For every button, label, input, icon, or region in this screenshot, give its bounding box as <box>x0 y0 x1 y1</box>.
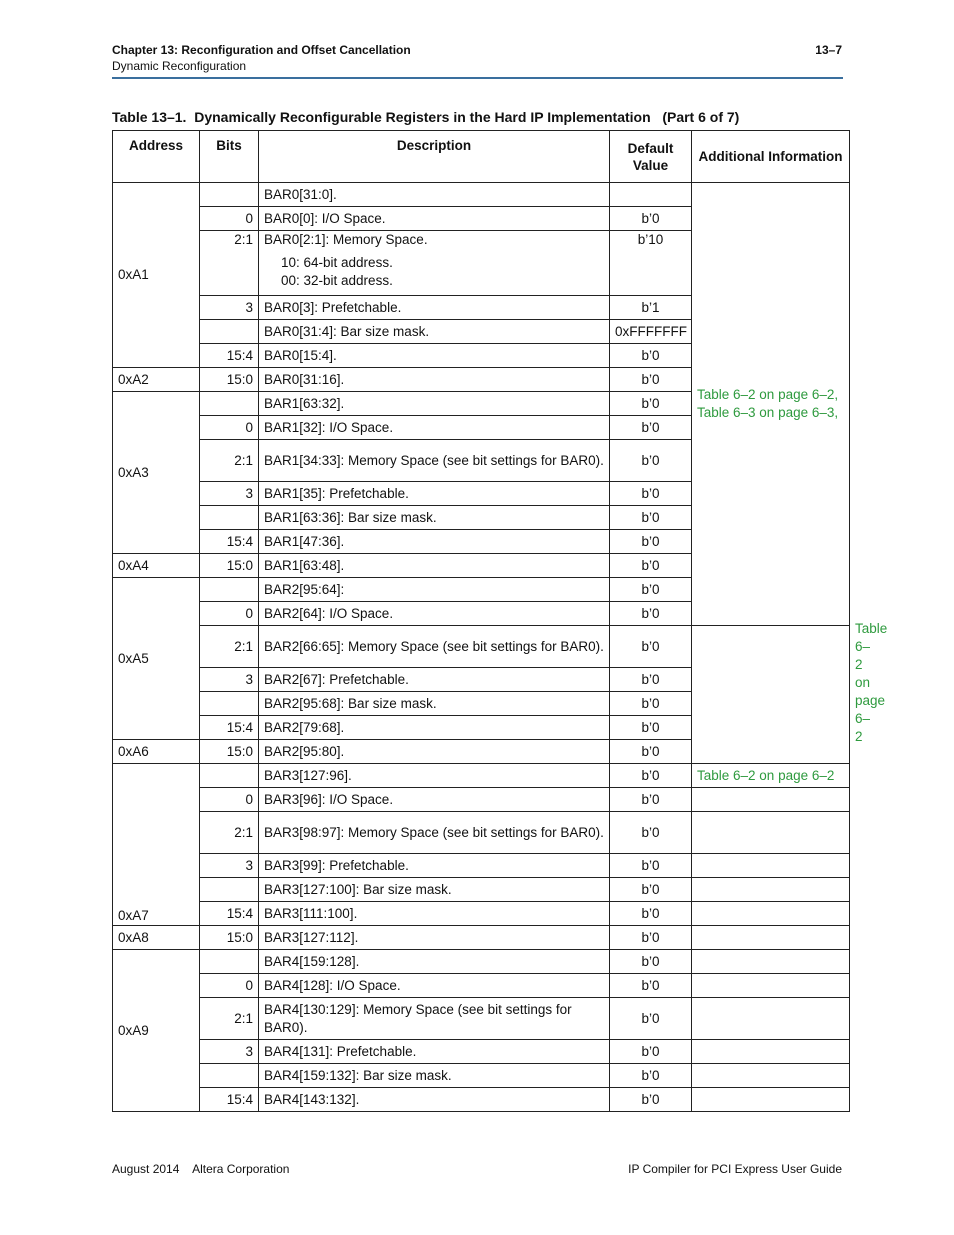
address-cell: 0xA5 <box>113 578 200 740</box>
description-text: BAR0[2:1]: Memory Space. <box>264 232 428 247</box>
description-note: 00: 32-bit address. <box>281 273 393 288</box>
info-cell <box>692 1088 850 1112</box>
bits-cell: 15:0 <box>200 554 259 578</box>
default-cell: b’0 <box>610 716 692 740</box>
info-cell <box>692 183 850 626</box>
description-cell: BAR2[67]: Prefetchable. <box>259 668 610 692</box>
table-row <box>113 716 850 740</box>
col-header-description: Description <box>259 131 610 183</box>
default-cell: b’0 <box>610 344 692 368</box>
default-cell: b’0 <box>610 854 692 878</box>
description-cell: BAR3[127:112]. <box>259 926 610 950</box>
bits-cell: 2:1 <box>200 812 259 854</box>
address-cell: 0xA8 <box>113 926 200 950</box>
table-row <box>113 998 850 1040</box>
default-cell: b’0 <box>610 482 692 506</box>
default-cell: b’0 <box>610 207 692 231</box>
description-cell: BAR2[95:64]: <box>259 578 610 602</box>
col-header-address: Address <box>113 131 200 183</box>
bits-cell: 15:4 <box>200 344 259 368</box>
description-cell: BAR1[32]: I/O Space. <box>259 416 610 440</box>
table-row <box>113 902 850 926</box>
info-cell <box>692 854 850 878</box>
default-cell: b’0 <box>610 788 692 812</box>
info-cell <box>692 1040 850 1064</box>
default-cell: b’0 <box>610 974 692 998</box>
bits-cell: 3 <box>200 482 259 506</box>
info-cell <box>692 998 850 1040</box>
info-cell <box>692 926 850 950</box>
bits-cell: 15:4 <box>200 1088 259 1112</box>
col-header-default: Default Value <box>610 131 692 183</box>
bits-cell: 0 <box>200 788 259 812</box>
description-cell: BAR4[131]: Prefetchable. <box>259 1040 610 1064</box>
bits-cell: 0 <box>200 416 259 440</box>
header-page-number: 13–7 <box>815 43 842 57</box>
table-row <box>113 974 850 998</box>
bits-cell <box>200 392 259 416</box>
header-chapter: Chapter 13: Reconfiguration and Offset Cancellation <box>112 43 411 57</box>
info-cell <box>692 764 850 788</box>
table-row <box>113 950 850 974</box>
table-row <box>113 812 850 854</box>
default-cell: b’0 <box>610 554 692 578</box>
table-row <box>113 1064 850 1088</box>
table-row <box>113 692 850 716</box>
table-row <box>113 740 850 764</box>
description-cell: BAR0[31:16]. <box>259 368 610 392</box>
bits-cell: 2:1 <box>200 231 259 296</box>
default-cell: b’0 <box>610 926 692 950</box>
bits-cell: 15:0 <box>200 926 259 950</box>
default-cell: 0xFFFFFFF <box>610 320 692 344</box>
description-cell: BAR1[63:32]. <box>259 392 610 416</box>
description-cell: BAR0[0]: I/O Space. <box>259 207 610 231</box>
description-cell: BAR2[64]: I/O Space. <box>259 602 610 626</box>
default-cell: b’1 <box>610 296 692 320</box>
bits-cell <box>200 950 259 974</box>
address-cell: 0xA3 <box>113 392 200 554</box>
description-cell: BAR2[95:80]. <box>259 740 610 764</box>
table-row <box>113 668 850 692</box>
address-cell: 0xA9 <box>113 950 200 1112</box>
default-cell: b’0 <box>610 812 692 854</box>
bits-cell <box>200 183 259 207</box>
description-cell: BAR0[3]: Prefetchable. <box>259 296 610 320</box>
table-row <box>113 183 850 207</box>
info-cell <box>692 902 850 926</box>
default-cell: b’0 <box>610 602 692 626</box>
description-cell: BAR1[34:33]: Memory Space (see bit settings for BAR0). <box>259 440 610 482</box>
description-cell <box>259 231 610 296</box>
description-cell: BAR0[31:0]. <box>259 183 610 207</box>
default-cell: b’0 <box>610 668 692 692</box>
bits-cell: 3 <box>200 854 259 878</box>
default-cell: b’0 <box>610 692 692 716</box>
description-cell: BAR1[35]: Prefetchable. <box>259 482 610 506</box>
bits-cell: 3 <box>200 296 259 320</box>
address-cell: 0xA6 <box>113 740 200 764</box>
bits-cell: 15:4 <box>200 902 259 926</box>
bits-cell: 3 <box>200 1040 259 1064</box>
table-row <box>113 1088 850 1112</box>
default-cell: b’0 <box>610 740 692 764</box>
bits-cell <box>200 506 259 530</box>
bits-cell <box>200 878 259 902</box>
bits-cell: 0 <box>200 974 259 998</box>
bits-cell: 2:1 <box>200 998 259 1040</box>
info-link[interactable]: Table 6–2 on page 6–2 <box>697 767 835 783</box>
description-cell: BAR3[99]: Prefetchable. <box>259 854 610 878</box>
default-cell: b’0 <box>610 1064 692 1088</box>
bits-cell <box>200 320 259 344</box>
bits-cell: 2:1 <box>200 440 259 482</box>
bits-cell: 15:0 <box>200 740 259 764</box>
default-cell: b’0 <box>610 530 692 554</box>
bits-cell: 15:0 <box>200 368 259 392</box>
description-cell: BAR1[47:36]. <box>259 530 610 554</box>
default-cell <box>610 183 692 207</box>
default-cell: b’10 <box>610 231 692 296</box>
table-caption: Table 13–1. Dynamically Reconfigurable Registers in the Hard IP Implementation (Part 6 of 7) <box>112 109 740 125</box>
default-cell: b’0 <box>610 626 692 668</box>
default-cell: b’0 <box>610 368 692 392</box>
table-row <box>113 764 850 788</box>
description-cell: BAR2[79:68]. <box>259 716 610 740</box>
bits-cell <box>200 578 259 602</box>
description-cell: BAR4[159:128]. <box>259 950 610 974</box>
footer-guide-title: IP Compiler for PCI Express User Guide <box>628 1162 842 1176</box>
bits-cell <box>200 764 259 788</box>
address-cell: 0xA4 <box>113 554 200 578</box>
header-rule <box>112 77 843 79</box>
description-note: 10: 64-bit address. <box>281 255 393 270</box>
description-cell: BAR3[127:100]: Bar size mask. <box>259 878 610 902</box>
info-cell <box>692 812 850 854</box>
default-cell: b’0 <box>610 878 692 902</box>
bits-cell: 0 <box>200 602 259 626</box>
description-cell: BAR0[31:4]: Bar size mask. <box>259 320 610 344</box>
description-cell: BAR3[111:100]. <box>259 902 610 926</box>
default-cell: b’0 <box>610 1040 692 1064</box>
table-header-row <box>113 131 850 183</box>
default-cell: b’0 <box>610 1088 692 1112</box>
bits-cell: 15:4 <box>200 530 259 554</box>
info-link[interactable]: Table 6–2 on page 6–2, <box>697 387 839 402</box>
address-cell: 0xA2 <box>113 368 200 392</box>
description-cell: BAR1[63:36]: Bar size mask. <box>259 506 610 530</box>
default-cell: b’0 <box>610 440 692 482</box>
col-header-info: Additional Information <box>692 131 850 183</box>
description-cell: BAR4[130:129]: Memory Space (see bit settings for BAR0). <box>259 998 610 1040</box>
col-header-bits: Bits <box>200 131 259 183</box>
info-cell <box>692 974 850 998</box>
default-cell: b’0 <box>610 902 692 926</box>
description-cell: BAR4[143:132]. <box>259 1088 610 1112</box>
description-cell: BAR3[98:97]: Memory Space (see bit settings for BAR0). <box>259 812 610 854</box>
table-row <box>113 788 850 812</box>
description-cell: BAR3[96]: I/O Space. <box>259 788 610 812</box>
table-row <box>113 926 850 950</box>
description-cell: BAR1[63:48]. <box>259 554 610 578</box>
table-row <box>113 854 850 878</box>
default-cell: b’0 <box>610 998 692 1040</box>
description-cell: BAR2[95:68]: Bar size mask. <box>259 692 610 716</box>
description-cell: BAR2[66:65]: Memory Space (see bit settings for BAR0). <box>259 626 610 668</box>
info-cell <box>692 950 850 974</box>
table-row <box>113 1040 850 1064</box>
info-cell <box>692 788 850 812</box>
header-section: Dynamic Reconfiguration <box>112 59 247 73</box>
address-cell: 0xA1 <box>113 183 200 368</box>
default-cell: b’0 <box>610 764 692 788</box>
bits-cell: 3 <box>200 668 259 692</box>
description-cell: BAR3[127:96]. <box>259 764 610 788</box>
default-cell: b’0 <box>610 416 692 440</box>
bits-cell: 2:1 <box>200 626 259 668</box>
bits-cell: 15:4 <box>200 716 259 740</box>
info-link[interactable]: Table 6–3 on page 6–3, <box>697 405 839 420</box>
description-cell: BAR0[15:4]. <box>259 344 610 368</box>
info-cell <box>692 1064 850 1088</box>
default-cell: b’0 <box>610 950 692 974</box>
bits-cell <box>200 692 259 716</box>
address-cell: 0xA7 <box>113 764 200 926</box>
register-table <box>112 130 888 1112</box>
table-row <box>113 626 850 668</box>
description-cell: BAR4[128]: I/O Space. <box>259 974 610 998</box>
default-cell: b’0 <box>610 578 692 602</box>
table-row <box>113 878 850 902</box>
description-cell: BAR4[159:132]: Bar size mask. <box>259 1064 610 1088</box>
default-cell: b’0 <box>610 392 692 416</box>
default-cell: b’0 <box>610 506 692 530</box>
bits-cell: 0 <box>200 207 259 231</box>
bits-cell <box>200 1064 259 1088</box>
footer-date-company: August 2014 Altera Corporation <box>112 1162 290 1176</box>
table-row: 0xA5 BAR2[95:64]: b’0 Table 6–2 on page 6–2 <box>113 578 850 602</box>
info-cell <box>692 878 850 902</box>
